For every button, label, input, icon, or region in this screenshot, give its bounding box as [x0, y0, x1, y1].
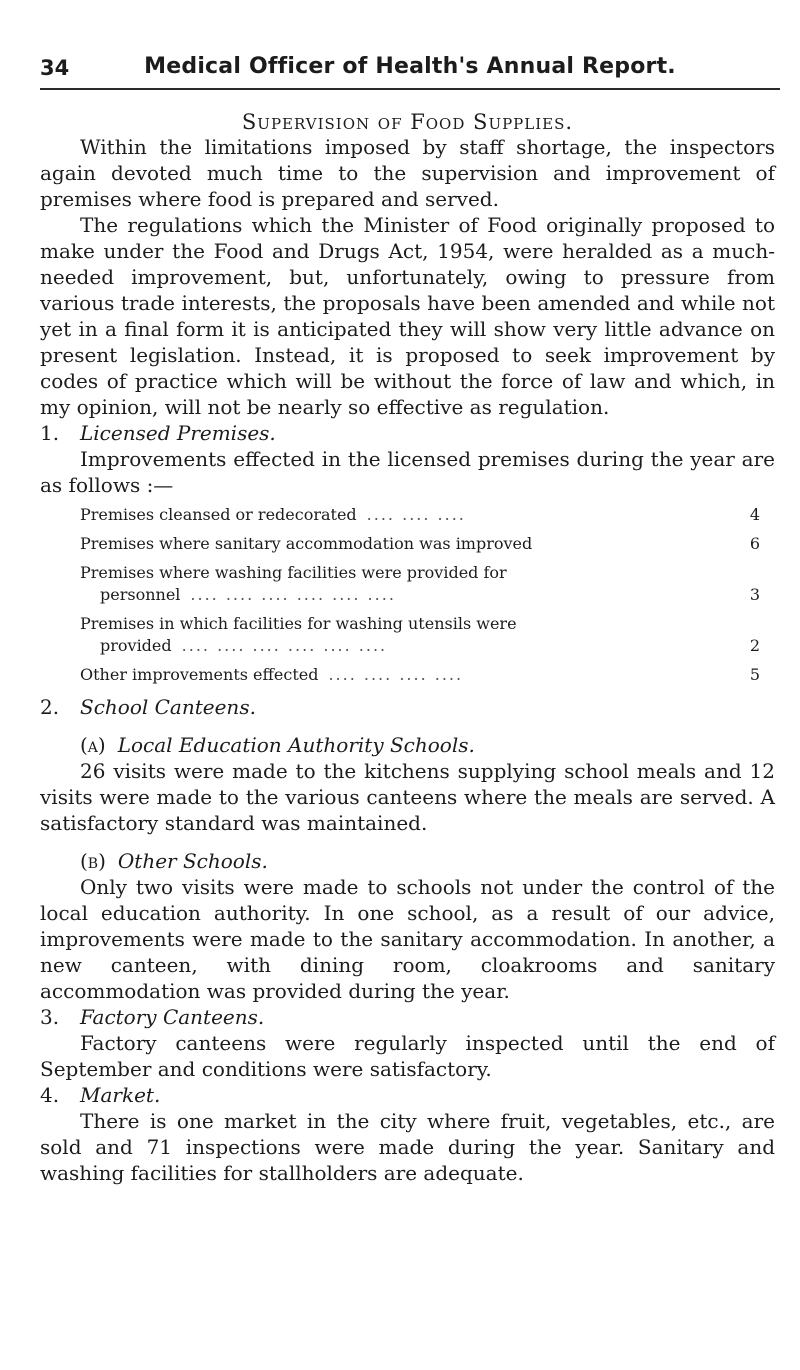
page-content: [40, 110, 775, 1186]
heading-number: (a): [80, 733, 106, 757]
list-item: [80, 504, 760, 526]
list-item: [80, 613, 760, 657]
heading-number: 2.: [40, 695, 60, 719]
heading-title: School Canteens.: [80, 695, 256, 719]
lea-schools-paragraph: 26 visits were made to the kitchens supplying school meals and 12 visits were made to the various canteens where the meals are served. A satisfactory standard was maintained.: [40, 759, 775, 835]
leader-dots: .... .... .... ....: [328, 665, 464, 684]
heading-number: 1.: [40, 421, 60, 445]
leader-dots: .... .... .... .... .... ....: [181, 636, 388, 655]
other-schools-paragraph: Only two visits were made to schools not under the control of the local education authority. In one school, as a result of our advice, improvements were made to the sanitary accommodation. In another, a new canteen, with dining room, cloakrooms and sanitary accommodation was provided during the year.: [40, 875, 775, 1003]
section-title: Supervision of Food Supplies.: [241, 110, 574, 134]
licensed-intro: Improvements effected in the licensed premises during the year are as follows :—: [40, 447, 775, 497]
item-value: 5: [749, 665, 760, 684]
heading-title: Licensed Premises.: [80, 421, 276, 445]
leader-dots: .... .... .... .... .... ....: [190, 585, 396, 604]
item-value: 4: [749, 505, 760, 524]
intro-paragraph-1: Within the limitations imposed by staff shortage, the inspectors again devoted much time to the supervision and improvement of premises where food is prepared and served.: [40, 135, 775, 211]
factory-canteens-paragraph: Factory canteens were regularly inspected until the end of September and conditions were satisfactory.: [40, 1031, 775, 1081]
school-canteens-heading: [40, 694, 775, 720]
item-label: Premises cleansed or redecorated .... .... ....: [80, 505, 466, 524]
lea-schools-heading: [40, 732, 775, 758]
list-item: [80, 533, 760, 555]
item-value: 6: [749, 534, 760, 553]
item-value: 2: [749, 636, 760, 655]
page-number: 34: [40, 56, 70, 80]
market-paragraph: There is one market in the city where fruit, vegetables, etc., are sold and 71 inspections were made during the year. Sanitary and washing facilities for stallholders are adequate.: [40, 1109, 775, 1185]
heading-title: Local Education Authority Schools.: [117, 733, 475, 757]
item-label: Premises where washing facilities were provided for personnel .... .... .... .... .... ....: [80, 563, 507, 604]
heading-title: Other Schools.: [117, 849, 268, 873]
page-header: [40, 52, 780, 90]
item-label: Premises in which facilities for washing utensils were provided .... .... .... .... .... ....: [80, 614, 517, 655]
heading-number: 3.: [40, 1005, 60, 1029]
heading-title: Factory Canteens.: [80, 1005, 265, 1029]
running-title: Medical Officer of Health's Annual Report.: [144, 54, 676, 79]
licensed-premises-heading: [40, 420, 775, 446]
heading-number: 4.: [40, 1083, 60, 1107]
factory-canteens-heading: [40, 1004, 775, 1030]
market-heading: [40, 1082, 775, 1108]
heading-title: Market.: [80, 1083, 161, 1107]
list-item: [80, 562, 760, 606]
item-value: 3: [749, 585, 760, 604]
item-label: Premises where sanitary accommodation was improved: [80, 534, 533, 553]
list-item: [80, 664, 760, 686]
improvements-list: [80, 504, 760, 686]
other-schools-heading: [40, 848, 775, 874]
leader-dots: .... .... ....: [366, 505, 466, 524]
item-label: Other improvements effected .... .... .... ....: [80, 665, 464, 684]
intro-paragraph-2: The regulations which the Minister of Food originally proposed to make under the Food and Drugs Act, 1954, were heralded as a much-needed improvement, but, unfortunately, owing to pressure from various trade interests, the proposals have been amended and while not yet in a final form it is anticipated they will show very little advance on present legislation. Instead, it is proposed to seek improvement by codes of practice which will be without the force of law and which, in my opinion, will not be nearly so effective as regulation.: [40, 213, 775, 419]
heading-number: (b): [80, 849, 106, 873]
